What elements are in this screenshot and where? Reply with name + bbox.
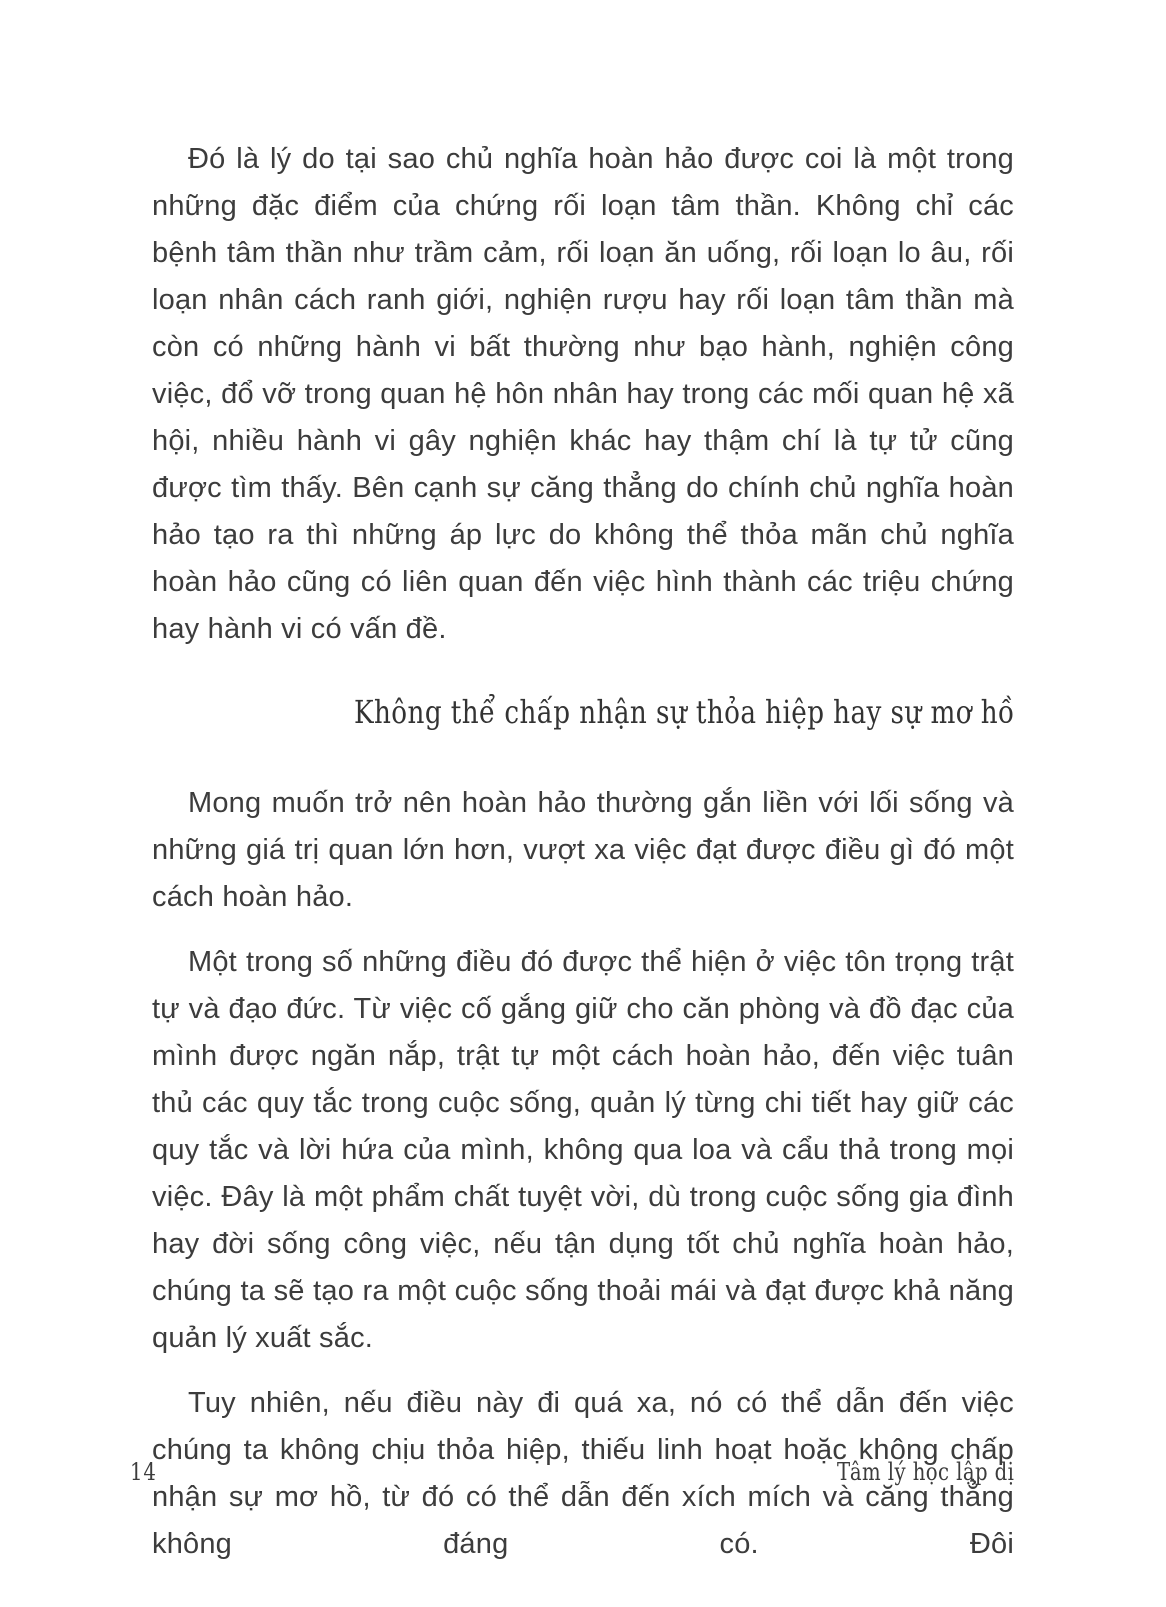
paragraph-3: Một trong số những điều đó được thể hiện ở việc tôn trọng trật tự và đạo đức. Từ việc cố gắng giữ cho căn phòng và đồ đạc của mình được ngăn nắp, trật tự một cách hoàn hảo, đến việc tuân thủ các quy tắc trong cuộc sống, quản lý từng chi tiết hay giữ các quy tắc và lời hứa của mình, không qua loa và cẩu thả trong mọi việc. Đây là một phẩm chất tuyệt vời, dù trong cuộc sống gia đình hay đời sống công việc, nếu tận dụng tốt chủ nghĩa hoàn hảo, chúng ta sẽ tạo ra một cuộc sống thoải mái và đạt được khả năng quản lý xuất sắc.	[152, 946, 1014, 1354]
page-number: 14	[130, 1458, 157, 1486]
book-title: Tâm lý học lập dị	[836, 1458, 1014, 1486]
paragraph-4: Tuy nhiên, nếu điều này đi quá xa, nó có thể dẫn đến việc chúng ta không chịu thỏa hiệp, thiếu linh hoạt hoặc không chấp nhận sự mơ hồ, từ đó có thể dẫn đến xích mích và căng thẳng không đáng có. Đôi	[152, 1387, 1014, 1560]
page-body	[152, 136, 1014, 1568]
paragraph-1: Đó là lý do tại sao chủ nghĩa hoàn hảo được coi là một trong những đặc điểm của chứng rối loạn tâm thần. Không chỉ các bệnh tâm thần như trầm cảm, rối loạn ăn uống, rối loạn lo âu, rối loạn nhân cách ranh giới, nghiện rượu hay rối loạn tâm thần mà còn có những hành vi bất thường như bạo hành, nghiện công việc, đổ vỡ trong quan hệ hôn nhân hay trong các mối quan hệ xã hội, nhiều hành vi gây nghiện khác hay thậm chí là tự tử cũng được tìm thấy. Bên cạnh sự căng thẳng do chính chủ nghĩa hoàn hảo tạo ra thì những áp lực do không thể thỏa mãn chủ nghĩa hoàn hảo cũng có liên quan đến việc hình thành các triệu chứng hay hành vi có vấn đề.	[152, 143, 1014, 645]
section-heading	[152, 689, 1014, 736]
section-heading-text: Không thể chấp nhận sự thỏa hiệp hay sự mơ hồ	[353, 693, 1014, 731]
paragraph-2: Mong muốn trở nên hoàn hảo thường gắn liền với lối sống và những giá trị quan lớn hơn, vượt xa việc đạt được điều gì đó một cách hoàn hảo.	[152, 787, 1014, 913]
page-footer	[130, 1458, 1014, 1486]
